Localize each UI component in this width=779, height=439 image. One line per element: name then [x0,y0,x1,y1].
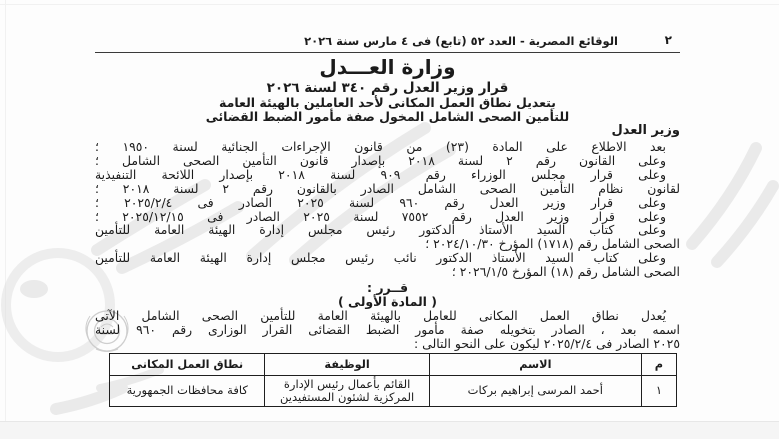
decision-word: قــرر : [366,280,409,296]
employees-table [109,353,677,407]
preamble [95,140,680,279]
column-header-job: الوظيفة [265,353,429,375]
cell-number: ١ [641,375,676,406]
column-header-name: الاسم [429,353,641,375]
preamble-line: الصحى الشامل رقم (١٨) المؤرخ ٢٠٢٦/١/٥ ؛ [451,264,680,280]
table-row [110,375,677,406]
issuer-heading: وزير العدل [611,123,680,138]
article-line: يُعدل نطاق العمل المكانى للعامل بالهيئة العامة للتأمين الصحى الشامل الآتى [95,308,666,324]
preamble-line: وعلى قرار وزير العدل رقم ٧٥٥٢ لسنة ٢٠٢٥ الصادر فى ٢٠٢٥/١٢/١٥ ؛ [95,208,666,224]
ministry-title: وزارة العـــدل [319,55,456,79]
column-header-number: م [641,353,676,375]
gazette-issue-title: الوقائع المصرية - العدد ٥٢ (تابع) فى ٤ مارس سنة ٢٠٢٦ [304,34,618,48]
preamble-line: وعلى كتاب السيد الأستاذ الدكتور نائب رئيس مجلس إدارة الهيئة العامة للتأمين [95,250,666,266]
cell-name: أحمد المرسى إبراهيم بركات [429,375,641,406]
article-line: ٢٠٢٥ الصادر فى ٢٠٢٥/٢/٤ ليكون على النحو التالى : [414,335,680,351]
header-rule [95,52,680,53]
preamble-line: وعلى القانون رقم ٢ لسنة ٢٠١٨ بإصدار قانون التأمين الصحى الشامل ؛ [95,152,666,168]
column-header-area: نطاق العمل المكانى [110,353,265,375]
running-head [95,33,680,50]
document-body [95,0,680,407]
cell-job: القائم بأعمال رئيس الإدارة المركزية لشئون المستفيدين [265,375,429,406]
preamble-line: وعلى قرار مجلس الوزراء رقم ٩٠٩ لسنة ٢٠١٨ بإصدار اللائحة التنفيذية [95,166,666,182]
decree-subtitle-line2: للتأمين الصحى الشامل المخول صفة مأمور الضبط القضائى [205,108,570,124]
preamble-line: بعد الاطلاع على المادة (٢٣) من قانون الإجراءات الجنائية لسنة ١٩٥٠ ؛ [95,139,666,154]
page-number: ٢ [664,33,672,47]
preamble-line: لقانون نظام التأمين الصحى الشامل الصادر بالقانون رقم ٢ لسنة ٢٠١٨ ؛ [95,180,680,196]
cell-area: كافة محافظات الجمهورية [110,375,265,406]
decree-title: قرار وزير العدل رقم ٣٤٠ لسنة ٢٠٢٦ [266,80,509,96]
article-one-body [95,309,680,351]
preamble-line: وعلى كتاب السيد الأستاذ الدكتور رئيس مجلس إدارة الهيئة العامة للتأمين [95,222,666,238]
decree-subtitle-line1: بتعديل نطاق العمل المكانى لأحد العاملين بالهيئة العامة [219,95,556,110]
preamble-line: وعلى قرار وزير العدل رقم ٩٦٠ لسنة ٢٠٢٥ الصادر فى ٢٠٢٥/٢/٤ ؛ [95,194,666,210]
article-one-heading: ( المادة الأولى ) [337,293,438,309]
preamble-line: الصحى الشامل رقم (١٧١٨) المؤرخ ٢٠٢٤/١٠/٣٠ ؛ [425,236,680,252]
table-header-row [110,353,677,375]
article-line: اسمه بعد ، الصادر بتخويله صفة مأمور الضبط القضائى القرار الوزارى رقم ٩٦٠ لسنة [95,321,680,337]
